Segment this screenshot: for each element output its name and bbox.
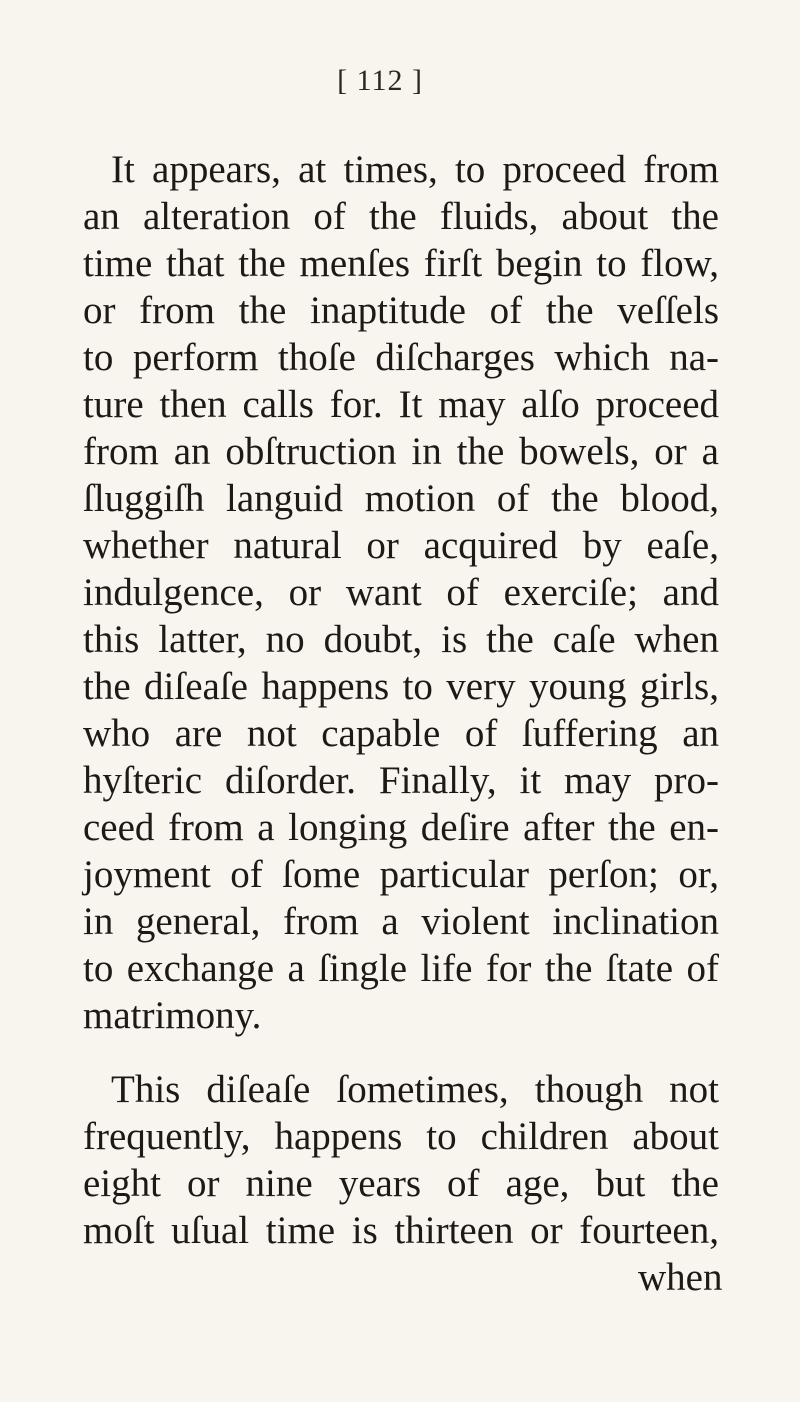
text-line: to perform thoſe diſcharges which na- bbox=[83, 336, 719, 379]
text-line: joyment of ſome particular perſon; or, bbox=[83, 853, 719, 896]
text-line: this latter, no doubt, is the caſe when bbox=[83, 618, 719, 661]
text-line: who are not capable of ſuffering an bbox=[83, 712, 719, 755]
text-line: hyſteric diſorder. Finally, it may pro- bbox=[83, 759, 719, 802]
text-line: in general, from a violent inclination bbox=[83, 900, 719, 943]
text-line: frequently, happens to children about bbox=[83, 1115, 719, 1158]
text-line: This diſeaſe ſometimes, though not bbox=[111, 1068, 719, 1111]
text-line: the diſeaſe happens to very young girls, bbox=[83, 665, 719, 708]
catchword: when bbox=[638, 1256, 723, 1299]
text-line: indulgence, or want of exerciſe; and bbox=[83, 571, 719, 614]
text-line: ſluggiſh languid motion of the blood, bbox=[83, 477, 719, 520]
text-line: eight or nine years of age, but the bbox=[83, 1162, 719, 1205]
text-line: ture then calls for. It may alſo proceed bbox=[83, 383, 719, 426]
text-line: It appears, at times, to proceed from bbox=[111, 148, 719, 191]
text-line: moſt uſual time is thirteen or fourteen, bbox=[83, 1209, 719, 1252]
text-line: from an obſtruction in the bowels, or a bbox=[83, 430, 719, 473]
text-line: or from the inaptitude of the veſſels bbox=[83, 289, 719, 332]
text-line: to exchange a ſingle life for the ſtate of bbox=[83, 947, 719, 990]
text-line: time that the menſes firſt begin to flow, bbox=[83, 242, 719, 285]
text-line: ceed from a longing deſire after the en- bbox=[83, 806, 719, 849]
page-number: [ 112 ] bbox=[337, 64, 423, 97]
text-line: an alteration of the fluids, about the bbox=[83, 195, 719, 238]
text-line: whether natural or acquired by eaſe, bbox=[83, 524, 719, 567]
text-line: matrimony. bbox=[83, 994, 262, 1037]
